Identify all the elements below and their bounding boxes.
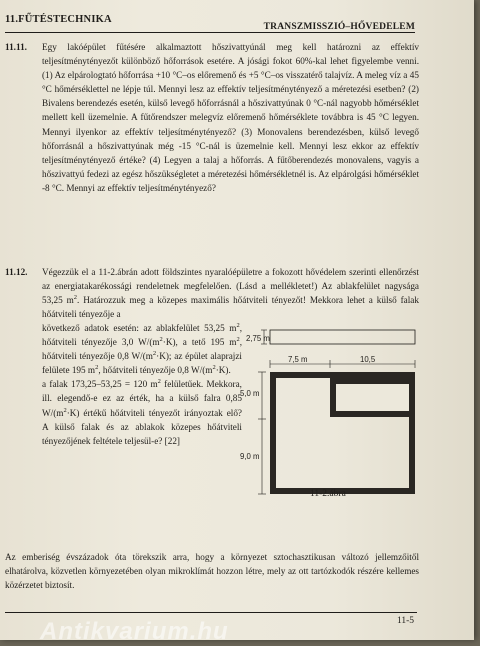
col-5: ·K); az épület alaprajzi felülete 195 m: [42, 351, 242, 376]
page-number: 11-5: [396, 616, 414, 626]
sup: 2: [159, 336, 163, 344]
problem-number: 11.11.: [5, 42, 27, 52]
page-header: [5, 8, 415, 33]
sup: 2: [152, 350, 157, 358]
col-1: következő adatok esetén: az ablakfelület 53,25 m: [42, 323, 237, 333]
dim-height: 2,75 m: [246, 334, 270, 343]
col-6: , hőátviteli tényezője 0,8 W/(m: [98, 365, 213, 376]
problem-text-intro: [42, 265, 419, 321]
closing-paragraph: Az emberiség évszázadok óta törekszik arra, hogy a környezet sztochasztikusan változó jellemzőitől elhatárolva, közvetlen környezetében olyan mikroklímát hozzon létre, mely az ott tartózkodók részére kellemes közérzetet biztosít.: [5, 552, 419, 591]
col-7: ·K).: [215, 365, 231, 376]
sup: 2: [236, 321, 240, 329]
problem-11-11: [5, 40, 419, 240]
figure-caption: 11-2.ábra: [310, 489, 346, 499]
dim-left-lower: 9,0 m: [240, 452, 260, 461]
col-10: ·K) értékű hőátviteli tényezőt irányoztak elő? A külső falak és az ablakok közepes hőátviteli tényezőjének feltétele teljesül-e? [22]: [42, 407, 242, 446]
sup: 2: [95, 364, 99, 372]
problem-text: Egy lakóépület fűtésére alkalmaztott hőszivattyúnál meg kell határozni az effektív teljesítménytényezőt különböző hőforrások esetére. A jósági fokot 60%-kal lehet figyelembe venni. (1) Az elpárologtató hőforrása +10 °C–os előremenő és +5 °C–os visszatérő talajvíz. A meleg víz a 45 °C hőmérséklettel ne lépje túl. Mennyi lesz az effektív teljesítménytényező a méretezési esetben? (2) Bivalens berendezés esetén, külső levegő hőforrásnál a hőszivattyúnak 0 °C-nál nagyobb hőmérséklet mellett kell üzemelnie. A fűtőrendszer melegvíz előremenő hőmérséklete továbbra is 45 °C legyen. Mennyi ilyenkor az effektív teljesítménytényező? (3) Monovalens berendezésben, külső levegő hőforrásnál a hőszivattyúnak még -15 °C-nál is üzemelnie kell. Mennyi lesz ekkor az effektív teljesítménytényező értéke? (4) Legyen a talaj a hőforrás. A fűtőberendezés monovalens, vagyis a hőszivattyú fedezi az egész hőszükségletet a méretezési hőmérsékletnél is. Az elpárolgási hőmérséklet -8 °C. Mennyi az effektív teljesítménytényező?: [42, 42, 419, 193]
dim-top-left: 7,5 m: [288, 355, 308, 364]
problem-text-column: [42, 321, 242, 448]
sup: 2: [157, 378, 161, 386]
col-3: ·K), a tető 195 m: [162, 337, 237, 348]
problem-number: 11.12.: [5, 267, 28, 277]
sup: 2: [73, 294, 78, 302]
sup: 2: [236, 336, 240, 344]
text-a: Végezzük el a 11-2.ábrán adott földszintes nyaralóépületre a fokozott hővédelem szerinti ellenőrzést az energiatakarékossági rendeletnek megfelelően. (Lásd a mellékletet!) Az ablakfelület nagysága 53,25 m: [42, 267, 419, 306]
floor-plan-drawing: [248, 327, 420, 502]
col-8: a falak 173,25–53,25 = 120 m: [42, 379, 158, 390]
col-4: , hőátviteli tényezője 0,8 W/(m: [42, 337, 242, 362]
dim-top-right: 10,5: [360, 355, 376, 364]
dim-left-upper: 5,0 m: [240, 389, 260, 398]
sup: 2: [63, 406, 67, 414]
col-2: , hőátviteli tényezője 3,0 W/(m: [42, 323, 242, 348]
floor-plan-figure: [240, 327, 420, 502]
footer-rule: [5, 612, 417, 613]
col-9: felületűek. Mekkora, ill. elegendő-e ez az érték, ha a külső falra 0,85 W/(m: [42, 379, 242, 418]
watermark: Antikvarium.hu: [40, 618, 229, 645]
text-b: . Határozzuk meg a közepes maximális hőátviteli tényezőt! Mekkora lehet a külső falak hőátviteli tényezője a: [42, 295, 419, 320]
sup: 2: [212, 364, 216, 372]
chapter-title: 11.FŰTÉSTECHNIKA: [5, 14, 112, 25]
section-title: TRANSZMISSZIÓ–HŐVEDELEM: [263, 22, 415, 32]
